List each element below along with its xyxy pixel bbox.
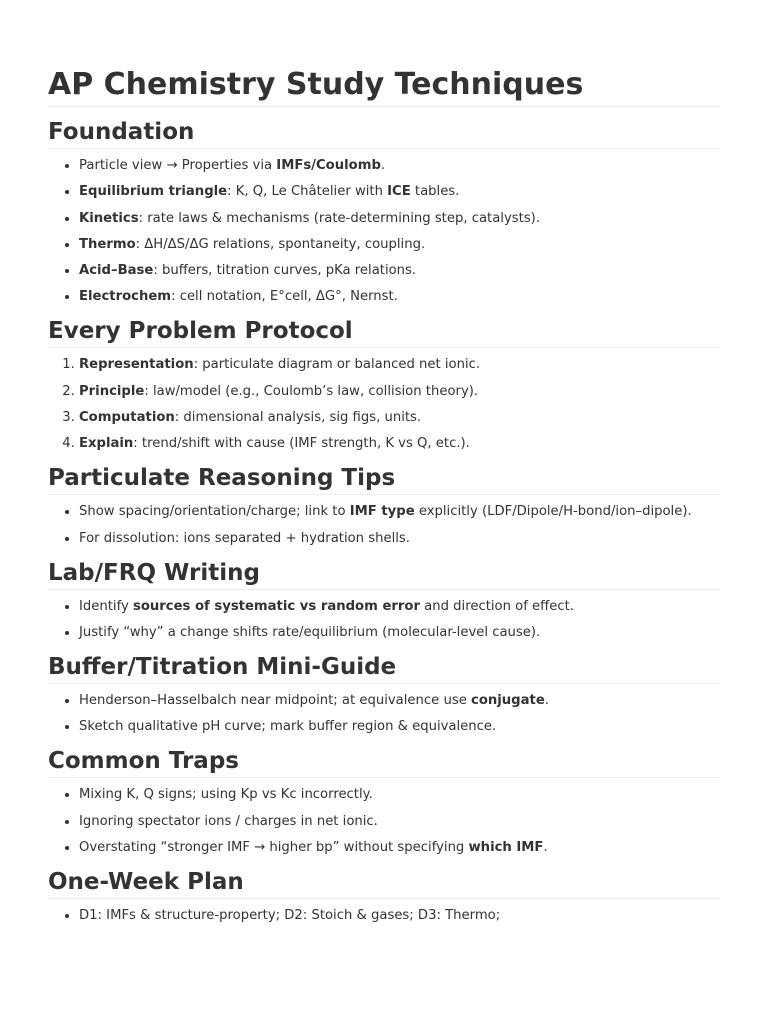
bold-term: Kinetics xyxy=(79,210,139,226)
item-text: . xyxy=(544,692,549,708)
item-text: . xyxy=(380,158,386,173)
item-text: Particle view → Properties via xyxy=(79,158,277,173)
bold-term: IMF type xyxy=(349,504,415,520)
bold-term: ICE xyxy=(387,184,411,200)
item-text: For dissolution: ions separated + hydration shells. xyxy=(79,530,410,546)
list-item xyxy=(79,813,720,831)
item-text: : buffers, titration curves, pKa relations. xyxy=(153,263,417,279)
list-item xyxy=(79,157,720,175)
item-text: explicitly (LDF/Dipole/H-bond/ion–dipole). xyxy=(414,504,692,520)
item-text: Overstating “stronger IMF → higher bp” without specifying xyxy=(79,839,469,855)
bold-term: Principle xyxy=(79,383,145,399)
bold-term: conjugate xyxy=(471,692,545,708)
bold-term: Thermo xyxy=(79,236,136,252)
bold-term: IMFs/Coulomb xyxy=(276,158,381,173)
week-list xyxy=(48,907,720,925)
item-text: : trend/shift with cause (IMF strength, K vs Q, etc.). xyxy=(133,436,470,452)
item-text: and direction of effect. xyxy=(419,598,574,614)
item-text: : dimensional analysis, sig figs, units. xyxy=(174,410,422,426)
item-text: : law/model (e.g., Coulomb’s law, collision theory). xyxy=(144,383,479,399)
list-item xyxy=(79,692,720,710)
list-item xyxy=(79,183,720,201)
bold-term: Equilibrium triangle xyxy=(79,184,228,200)
list-item xyxy=(79,288,720,306)
item-text: : ΔH/ΔS/ΔG relations, spontaneity, coupling. xyxy=(135,236,426,252)
item-text: Henderson–Hasselbalch near midpoint; at equivalence use xyxy=(79,692,471,708)
item-text: Show spacing/orientation/charge; link to xyxy=(79,504,350,520)
item-text: D1: IMFs & structure-property; D2: Stoich & gases; D3: Thermo; xyxy=(79,907,501,923)
list-item xyxy=(79,718,720,736)
item-text: Identify xyxy=(79,598,133,614)
bold-term: Acid–Base xyxy=(79,263,154,279)
particulate-list xyxy=(48,503,720,547)
bold-term: sources of systematic vs random error xyxy=(132,598,420,614)
list-item xyxy=(79,907,720,925)
list-item xyxy=(79,409,720,427)
bold-term: Explain xyxy=(79,436,134,452)
list-item xyxy=(79,262,720,280)
page-title: AP Chemistry Study Techniques xyxy=(48,66,720,107)
item-text: : particulate diagram or balanced net ionic. xyxy=(193,357,481,373)
buffer-list xyxy=(48,692,720,736)
section-heading-particulate: Particulate Reasoning Tips xyxy=(48,463,720,495)
item-text: Mixing K, Q signs; using Kp vs Kc incorrectly. xyxy=(79,787,373,803)
list-item xyxy=(79,236,720,254)
list-item xyxy=(79,839,720,857)
item-text: Justify “why” a change shifts rate/equilibrium (molecular-level cause). xyxy=(79,624,541,640)
item-text: Sketch qualitative pH curve; mark buffer region & equivalence. xyxy=(79,719,497,735)
list-item xyxy=(79,530,720,548)
item-text: : rate laws & mechanisms (rate-determining step, catalysts). xyxy=(138,210,541,226)
section-heading-traps: Common Traps xyxy=(48,746,720,778)
list-item xyxy=(79,435,720,453)
section-heading-buffer: Buffer/Titration Mini-Guide xyxy=(48,652,720,684)
list-item xyxy=(79,356,720,374)
item-text: : K, Q, Le Châtelier with xyxy=(227,184,388,200)
list-item xyxy=(79,598,720,616)
bold-term: which IMF xyxy=(468,839,544,855)
protocol-list xyxy=(48,356,720,453)
section-heading-week: One-Week Plan xyxy=(48,867,720,899)
item-text: tables. xyxy=(410,184,460,200)
list-item xyxy=(79,786,720,804)
section-heading-foundation: Foundation xyxy=(48,117,720,149)
list-item xyxy=(79,503,720,521)
section-heading-protocol: Every Problem Protocol xyxy=(48,316,720,348)
bold-term: Representation xyxy=(79,357,194,373)
lab-list xyxy=(48,598,720,642)
list-item xyxy=(79,624,720,642)
item-text: Ignoring spectator ions / charges in net ionic. xyxy=(79,813,378,829)
list-item xyxy=(79,383,720,401)
bold-term: Electrochem xyxy=(79,289,172,305)
item-text: . xyxy=(543,839,548,855)
bold-term: Computation xyxy=(79,410,175,426)
list-item xyxy=(79,210,720,228)
section-heading-lab: Lab/FRQ Writing xyxy=(48,558,720,590)
traps-list xyxy=(48,786,720,857)
foundation-list xyxy=(48,157,720,306)
item-text: : cell notation, E°cell, ΔG°, Nernst. xyxy=(171,289,398,305)
